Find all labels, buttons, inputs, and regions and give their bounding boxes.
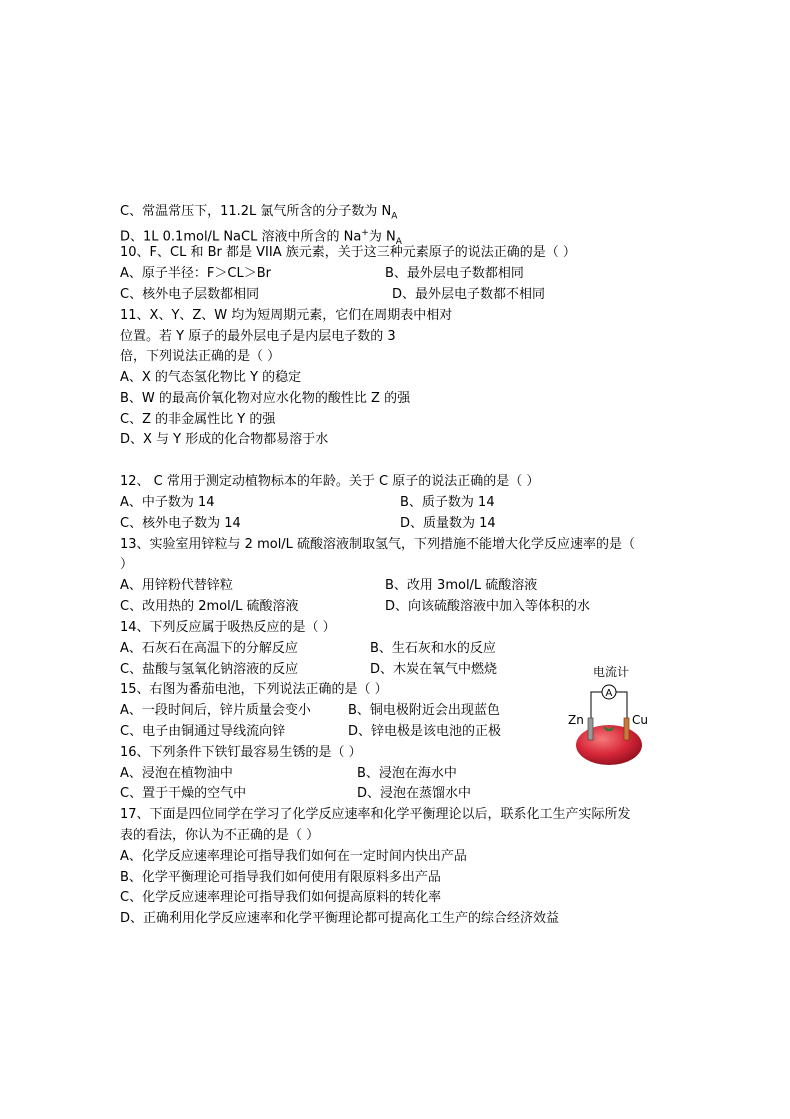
q13-option-a: A、用锌粉代替锌粒 <box>120 578 233 593</box>
q17-option-b: B、化学平衡理论可指导我们如何使用有限原料多出产品 <box>120 870 441 885</box>
q15-option-c: C、电子由铜通过导线流向锌 <box>120 724 286 739</box>
zinc-electrode <box>588 718 593 740</box>
q9-option-d-sub: A <box>395 236 402 247</box>
q17-option-c: C、化学反应速率理论可指导我们如何提高原料的转化率 <box>120 890 442 905</box>
wire-right <box>616 692 627 720</box>
wire-left <box>591 692 602 720</box>
q14-stem: 14、下列反应属于吸热反应的是（ ） <box>120 620 336 635</box>
q11-stem-2: 位置。若 Y 原子的最外层电子是内层电子数的 3 <box>120 329 396 344</box>
q9-option-d-text: D、1L 0.1mol/L NaCL 溶液中所含的 Na <box>120 229 362 245</box>
q10-option-d: D、最外层电子数都不相同 <box>392 287 546 302</box>
q14-option-c: C、盐酸与氢氧化钠溶液的反应 <box>120 662 299 677</box>
q10-stem: 10、F、CL 和 Br 都是 VIIA 族元素，关于这三种元素原子的说法正确的是（ ） <box>120 245 576 260</box>
q13-option-d: D、向该硫酸溶液中加入等体积的水 <box>385 599 591 614</box>
q14-option-d: D、木炭在氧气中燃烧 <box>370 662 498 677</box>
q17-option-a: A、化学反应速率理论可指导我们如何在一定时间内快出产品 <box>120 849 467 864</box>
q14-option-a: A、石灰石在高温下的分解反应 <box>120 641 298 656</box>
meter-label: 电流计 <box>593 665 630 679</box>
q16-option-a: A、浸泡在植物油中 <box>120 766 233 781</box>
q12-option-d: D、质量数为 14 <box>400 516 496 531</box>
ammeter-symbol: A <box>605 688 613 699</box>
q9-option-d-tail: 为 N <box>368 229 396 245</box>
q11-option-c: C、Z 的非金属性比 Y 的强 <box>120 412 276 427</box>
q9-option-c <box>120 203 397 226</box>
q9-option-c-sub: A <box>391 211 398 222</box>
q17-option-d: D、正确利用化学反应速率和化学平衡理论都可提高化工生产的综合经济效益 <box>120 911 560 926</box>
q17-stem-2: 表的看法，你认为不正确的是（ ） <box>120 828 320 843</box>
q10-option-a: A、原子半径：F＞CL＞Br <box>120 266 271 281</box>
copper-electrode <box>624 718 629 740</box>
q11-stem-3: 倍，下列说法正确的是（ ） <box>120 349 281 364</box>
copper-label: Cu <box>632 713 648 727</box>
q17-stem-1: 17、下面是四位同学在学习了化学反应速率和化学平衡理论以后，联系化工生产实际所发 <box>120 807 631 822</box>
q11-option-d: D、X 与 Y 形成的化合物都易溶于水 <box>120 432 329 447</box>
q13-stem-2: ） <box>120 557 134 572</box>
q16-option-c: C、置于干燥的空气中 <box>120 786 247 801</box>
zinc-label: Zn <box>568 713 584 727</box>
q10-option-b: B、最外层电子数都相同 <box>385 266 524 281</box>
q12-option-a: A、中子数为 14 <box>120 495 215 510</box>
q12-option-b: B、质子数为 14 <box>400 495 495 510</box>
q10-option-c: C、核外电子层数都相同 <box>120 287 260 302</box>
q14-option-b: B、生石灰和水的反应 <box>370 641 496 656</box>
q9-option-c-text: C、常温常压下，11.2L 氯气所含的分子数为 N <box>120 204 392 219</box>
q15-option-a: A、一段时间后，锌片质量会变小 <box>120 703 311 718</box>
q11-option-a: A、X 的气态氢化物比 Y 的稳定 <box>120 370 302 385</box>
q11-stem-1: 11、X、Y、Z、W 均为短周期元素，它们在周期表中相对 <box>120 308 453 323</box>
q12-stem: 12、 C 常用于测定动植物标本的年龄。关于 C 原子的说法正确的是（ ） <box>120 474 540 489</box>
q13-option-b: B、改用 3mol/L 硫酸溶液 <box>385 578 538 593</box>
q13-stem-1: 13、实验室用锌粒与 2 mol/L 硫酸溶液制取氢气，下列措施不能增大化学反应速率的是（ <box>120 537 636 552</box>
q13-option-c: C、改用热的 2mol/L 硫酸溶液 <box>120 599 299 614</box>
tomato-battery-illustration <box>565 663 655 768</box>
q15-option-d: D、锌电极是该电池的正极 <box>348 724 502 739</box>
q11-option-b: B、W 的最高价氧化物对应水化物的酸性比 Z 的强 <box>120 391 411 406</box>
q15-stem: 15、右图为番茄电池，下列说法正确的是（ ） <box>120 682 388 697</box>
q16-option-b: B、浸泡在海水中 <box>357 766 457 781</box>
q15-option-b: B、铜电极附近会出现蓝色 <box>348 703 500 718</box>
q9-option-d-sup: + <box>361 228 369 238</box>
q16-stem: 16、下列条件下铁钉最容易生锈的是（ ） <box>120 745 362 760</box>
q12-option-c: C、核外电子数为 14 <box>120 516 241 531</box>
tomato-battery-figure <box>565 663 655 768</box>
q16-option-d: D、浸泡在蒸馏水中 <box>357 786 472 801</box>
